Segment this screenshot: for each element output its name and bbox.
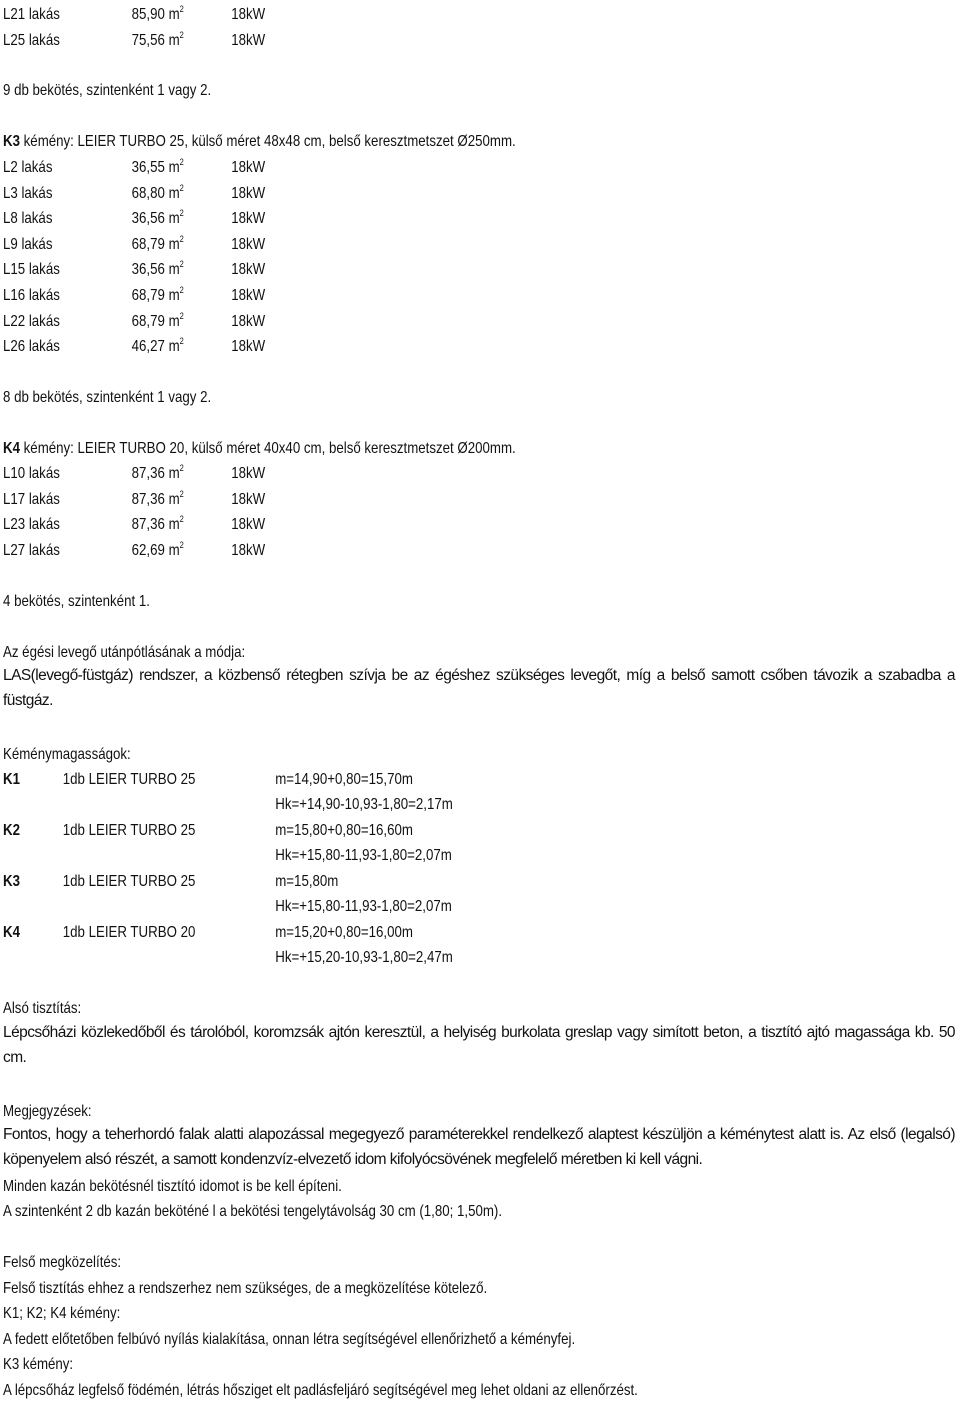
table-row: L16 lakás 68,79 $m^2$ 18kW — [3, 285, 266, 304]
flat-name: L25 lakás — [3, 32, 60, 49]
connection-note: 8 db bekötés, szintenként 1 vagy 2. — [3, 389, 212, 406]
flat-name: L21 lakás — [3, 6, 60, 23]
lower-cleaning-text: Lépcsőházi közlekedőből és tárolóból, koromzsák ajtón keresztül, a helyiség burkolata greslap vagy simított beton, a tisztító ajtó magassága kb. 50 cm. — [3, 1024, 955, 1067]
notes-heading: Megjegyzések: — [3, 1103, 92, 1120]
height-row: K1 1db LEIER TURBO 25 m=14,90+0,80=15,70m — [3, 771, 413, 788]
flat-area: 75,56 $m^2$ — [131, 30, 184, 49]
k4-chimney-heading: K4 kémény: LEIER TURBO 20, külső méret 40x40 cm, belső keresztmetszet Ø200mm. — [3, 440, 516, 457]
table-row: L15 lakás 36,56 $m^2$ 18kW — [3, 259, 266, 278]
k124-chimney-text: A fedett előtetőben felbúvó nyílás kialakítása, onnan létra segítségével ellenőrizhető a kéményfej. — [3, 1331, 576, 1348]
table-row: L8 lakás 36,56 $m^2$ 18kW — [3, 208, 266, 227]
table-row — [3, 5, 265, 25]
flat-area: 85,90 $m^2$ — [131, 4, 184, 23]
table-row: L23 lakás 87,36 $m^2$ 18kW — [3, 514, 266, 533]
air-supply-text: LAS(levegő-füstgáz) rendszer, a közbenső rétegben szívja be az égéshez szükséges levegőt, míg a belső samott csőben távozik a szabadba a füstgáz. — [3, 667, 955, 710]
height-row: K4 1db LEIER TURBO 20 m=15,20+0,80=16,00m — [3, 924, 413, 941]
k124-chimney-label: K1; K2; K4 kémény: — [3, 1305, 121, 1322]
table-row: L3 lakás 68,80 $m^2$ 18kW — [3, 183, 266, 202]
table-row: L2 lakás 36,55 $m^2$ 18kW — [3, 157, 266, 176]
table-row — [3, 31, 265, 51]
table-row: L27 lakás 62,69 $m^2$ 18kW — [3, 540, 266, 559]
height-row: K2 1db LEIER TURBO 25 m=15,80+0,80=16,60m — [3, 822, 413, 839]
chimney-heights-heading: Kéménymagasságok: — [3, 746, 131, 763]
table-row: L22 lakás 68,79 $m^2$ 18kW — [3, 311, 266, 330]
table-row: L9 lakás 68,79 $m^2$ 18kW — [3, 234, 266, 253]
flat-power: 18kW — [231, 32, 266, 49]
height-row: K3 1db LEIER TURBO 25 m=15,80m — [3, 873, 339, 890]
k3-chimney-label: K3 kémény: — [3, 1356, 74, 1373]
height-row-hk: Hk=+14,90-10,93-1,80=2,17m — [275, 796, 453, 813]
flat-power: 18kW — [231, 6, 266, 23]
k3-chimney-heading: K3 kémény: LEIER TURBO 25, külső méret 48x48 cm, belső keresztmetszet Ø250mm. — [3, 133, 516, 150]
upper-access-heading: Felső megközelítés: — [3, 1254, 122, 1271]
table-row: L17 lakás 87,36 $m^2$ 18kW — [3, 489, 266, 508]
air-supply-heading: Az égési levegő utánpótlásának a módja: — [3, 644, 246, 661]
notes-paragraph-1: Fontos, hogy a teherhordó falak alatti alapozással megegyező paraméterekkel rendelkező alaptest készüljön a kéménytest alatt is. Az első (legalsó) köpenyelem alsó részét, a samott kondenzvíz-elvezető idom kifolyócsövének megfelelő méretben ki kell vágni. — [3, 1126, 955, 1169]
lower-cleaning-heading: Alsó tisztítás: — [3, 1000, 82, 1017]
height-row-hk: Hk=+15,80-11,93-1,80=2,07m — [275, 898, 452, 915]
notes-paragraph-2: Minden kazán bekötésnél tisztító idomot is be kell építeni. — [3, 1178, 342, 1195]
notes-paragraph-3: A szintenként 2 db kazán beköténé l a bekötési tengelytávolság 30 cm (1,80; 1,50m). — [3, 1203, 503, 1220]
connection-note: 9 db bekötés, szintenként 1 vagy 2. — [3, 82, 212, 99]
height-row-hk: Hk=+15,80-11,93-1,80=2,07m — [275, 847, 452, 864]
k3-chimney-text: A lépcsőház legfelső födémén, létrás hősziget elt padlásfeljáró segítségével meg lehet oldani az ellenőrzést. — [3, 1382, 638, 1399]
upper-access-text: Felső tisztítás ehhez a rendszerhez nem szükséges, de a megközelítése kötelező. — [3, 1280, 488, 1297]
table-row: L26 lakás 46,27 $m^2$ 18kW — [3, 336, 266, 355]
table-row: L10 lakás 87,36 $m^2$ 18kW — [3, 463, 266, 482]
connection-note: 4 bekötés, szintenként 1. — [3, 593, 150, 610]
height-row-hk: Hk=+15,20-10,93-1,80=2,47m — [275, 949, 453, 966]
